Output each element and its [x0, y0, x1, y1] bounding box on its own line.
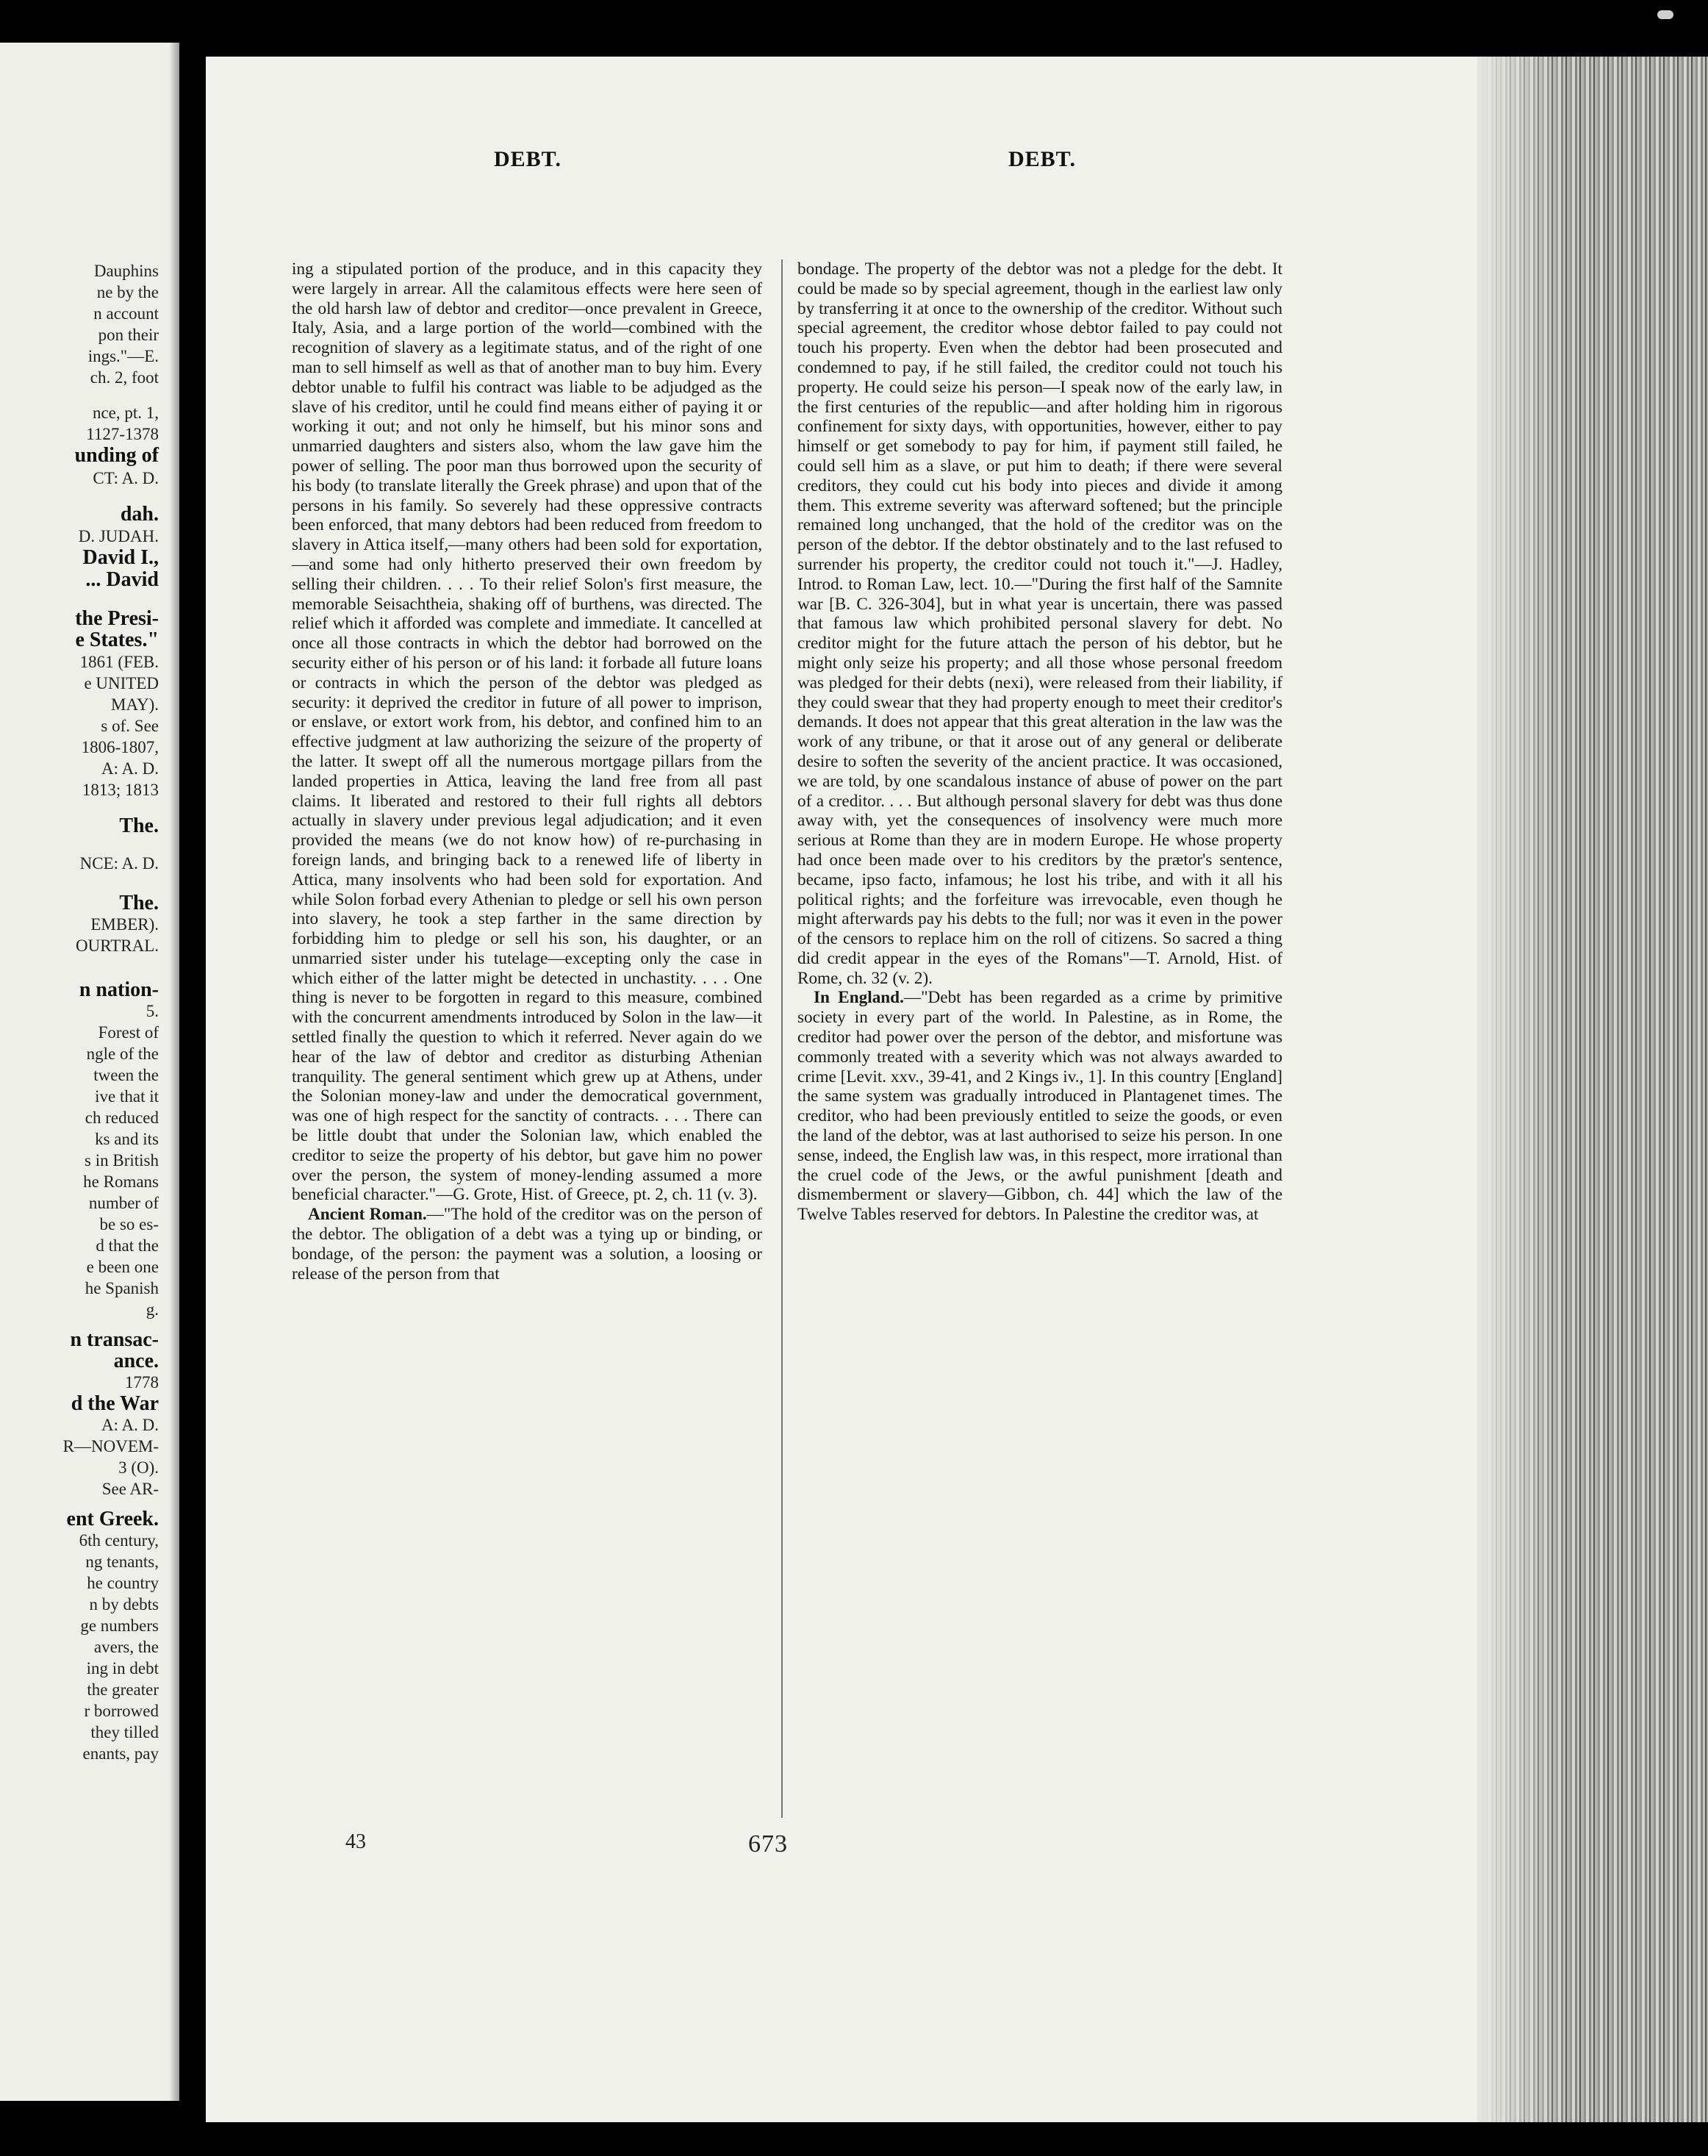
- previous-page-line: ch. 2, foot: [90, 368, 159, 387]
- previous-page-line: A: A. D.: [101, 759, 159, 778]
- previous-page-line: CT: A. D.: [93, 469, 159, 487]
- previous-page-line: David I.,: [82, 546, 159, 569]
- previous-page-line: 1127-1378: [86, 425, 159, 443]
- previous-page-line: be so es-: [99, 1215, 159, 1233]
- previous-page-line: 5.: [146, 1002, 159, 1020]
- previous-page-line: The.: [119, 892, 159, 914]
- right-column: [797, 259, 1282, 1225]
- scan-edge-fade: [1477, 57, 1565, 2122]
- previous-page-line: e been one: [86, 1258, 159, 1276]
- previous-page-line: 1806-1807,: [81, 738, 159, 756]
- gutter-shadow: [169, 43, 179, 2101]
- previous-page-line: Dauphins: [93, 262, 159, 280]
- previous-page-line: number of: [88, 1194, 159, 1212]
- previous-page-line: dah.: [120, 503, 159, 526]
- previous-page-line: he Spanish: [85, 1279, 159, 1297]
- column-divider: [781, 259, 783, 1818]
- previous-page-line: unding of: [74, 444, 159, 467]
- previous-page-line: n nation-: [79, 978, 159, 1001]
- previous-page-line: The.: [119, 814, 159, 837]
- previous-page-line: R—NOVEM-: [62, 1437, 159, 1455]
- previous-page-fragment: [0, 43, 179, 2101]
- section-paragraph: [797, 988, 1282, 1225]
- previous-page-line: ings."—E.: [87, 347, 159, 365]
- previous-page-line: ive that it: [95, 1087, 159, 1106]
- section-body: —"Debt has been regarded as a crime by primitive society in every part of the world. In Palestine, as in Rome, the creditor had power over the person of the debtor, and misfortune was commonly treated with a severity which was not always awarded to crime [Levit. xxv., 39-41, and 2 Kings iv., 1]. In this country [England] the same system was gradually introduced in Plantagenet times. The creditor, who had been previously entitled to seize the goods, or even the land of the debtor, was at last authorised to seize his person. In one sense, indeed, the English law was, in this respect, more irrational than the cruel code of the Jews, or the awful punishment [death and dismemberment or slavery—Gibbon, ch. 44] which the law of the Twelve Tables reserved for debtors. In Palestine the creditor was, at: [797, 988, 1283, 1225]
- previous-page-line: OURTRAL.: [76, 936, 159, 955]
- previous-page-line: ing in debt: [86, 1659, 159, 1677]
- section-heading: In England.: [814, 988, 904, 1008]
- previous-page-line: d the War: [71, 1392, 159, 1415]
- previous-page-line: n by debts: [89, 1595, 159, 1614]
- previous-page-line: ... David: [85, 568, 159, 591]
- previous-page-line: r borrowed: [84, 1702, 159, 1720]
- previous-page-line: See AR-: [101, 1480, 159, 1498]
- previous-page-line: 3 (O).: [118, 1458, 159, 1477]
- left-column: [292, 259, 762, 1283]
- previous-page-line: n account: [93, 304, 159, 323]
- section-paragraph: [292, 1205, 762, 1283]
- previous-page-line: n transac-: [70, 1328, 159, 1351]
- previous-page-line: D. JUDAH.: [78, 527, 159, 545]
- previous-page-line: ent Greek.: [66, 1508, 159, 1530]
- previous-page-line: ng tenants,: [85, 1552, 159, 1571]
- previous-page-line: Forest of: [98, 1023, 159, 1042]
- previous-page-line: A: A. D.: [101, 1416, 159, 1434]
- section-heading: Ancient Roman.: [308, 1205, 427, 1225]
- body-paragraph: bondage. The property of the debtor was not a pledge for the debt. It could be made so by special agreement, though in the earliest law only by transferring it at once to the ownership of the creditor. Without such special agreement, the creditor whose debtor failed to pay could not touch his property. Even when the debtor had been prosecuted and condemned to pay, if he still failed, the creditor could not touch his property. He could seize his person—I speak now of the early law, in the first centuries of the republic—and after holding him in rigorous confinement for sixty days, with opportunities, however, either to pay himself or get somebody to pay for him, if payment still failed, he could sell him as a slave, or put him to death; if there were several creditors, they could cut his body into pieces and divide it among them. This extreme severity was afterward softened; but the principle remained long unchanged, that the hold of the creditor was on the person of the debtor. If the debtor obstinately and to the last refused to surrender his property, the creditor could not touch it."—J. Hadley, Introd. to Roman Law, lect. 10.—"During the first half of the Samnite war [B. C. 326-304], but in what year is uncertain, there was passed that famous law which prohibited personal slavery for debt. No creditor might for the future attach the person of his debtor, but he might only seize his property; and all those whose personal freedom was pledged for their debts (nexi), were released from their liability, if they could swear that they had property enough to meet their creditor's demands. It does not appear that this great alteration in the law was the work of any tribune, or that it arose out of any general or deliberate desire to soften the severity of the ancient practice. It was occasioned, we are told, by one scandalous instance of abuse of power on the part of a creditor. . . . But although personal slavery for debt was thus done away with, yet the consequences of insolvency were much more serious at Rome than they are in modern Europe. He whose property had once been made over to his creditors by the prætor's sentence, became, ipso facto, infamous; he lost his tribe, and with it all his political rights; and the forfeiture was irrevocable, even though he might afterwards pay his debts to the full; nor was it even in the power of the censors to replace him on the roll of citizens. So sacred a thing did credit appear in the eyes of the Romans"—T. Arnold, Hist. of Rome, ch. 32 (v. 2).: [797, 259, 1282, 988]
- corner-mark: [1657, 10, 1673, 19]
- previous-page-line: pon their: [98, 326, 159, 344]
- previous-page-line: 1778: [125, 1373, 159, 1392]
- previous-page-line: e States.": [75, 628, 159, 651]
- section-body: —"The hold of the creditor was on the person of the debtor. The obligation of a debt was a tying up or binding, or bondage, of the person: the payment was a solution, a loosing or release of the person from that: [292, 1205, 762, 1283]
- previous-page-line: d that the: [96, 1236, 159, 1255]
- previous-page-line: EMBER).: [90, 915, 159, 934]
- previous-page-line: MAY).: [111, 695, 159, 714]
- page-number: 673: [748, 1830, 788, 1858]
- previous-page-line: ne by the: [96, 283, 159, 301]
- signature-mark: 43: [345, 1830, 366, 1853]
- previous-page-line: 1813; 1813: [82, 781, 159, 799]
- previous-page-line: ngle of the: [86, 1045, 159, 1063]
- running-head-left: DEBT.: [494, 147, 561, 171]
- previous-page-line: he Romans: [83, 1172, 159, 1191]
- previous-page-line: nce, pt. 1,: [92, 404, 159, 422]
- previous-page-line: 6th century,: [79, 1531, 159, 1550]
- previous-page-line: he country: [87, 1574, 159, 1592]
- previous-page-line: enants, pay: [82, 1744, 159, 1763]
- previous-page-line: ch reduced: [85, 1109, 159, 1127]
- previous-page-line: g.: [146, 1300, 159, 1319]
- previous-page-line: ks and its: [95, 1130, 159, 1148]
- previous-page-line: e UNITED: [84, 674, 159, 692]
- previous-page-line: s in British: [85, 1151, 159, 1170]
- previous-page-line: 1861 (FEB.: [79, 653, 159, 671]
- previous-page-line: tween the: [93, 1066, 159, 1084]
- previous-page-line: avers, the: [93, 1638, 159, 1656]
- previous-page-line: NCE: A. D.: [79, 854, 159, 873]
- body-paragraph: ing a stipulated portion of the produce, and in this capacity they were largely in arrear. All the calamitous effects were here seen of the old harsh law of debtor and creditor—once prevalent in Greece, Italy, Asia, and a large portion of the world—combined with the recognition of slavery as a legitimate status, and of the right of one man to sell himself as well as that of another man to buy him. Every debtor unable to fulfil his contract was liable to be adjudged as the slave of his creditor, until he could find means either of paying it or working it out; and not only he himself, but his minor sons and unmarried daughters and sisters also, whom the law gave him the power of selling. The poor man thus borrowed upon the security of his body (to translate literally the Greek phrase) and upon that of the persons in his family. So severely had these oppressive contracts been enforced, that many debtors had been reduced from freedom to slavery in Attica itself,—many others had been sold for exportation,—and some had only hitherto preserved their own freedom by selling their children. . . . To their relief Solon's first measure, the memorable Seisachtheia, shaking off of burthens, was directed. The relief which it afforded was complete and immediate. It cancelled at once all those contracts in which the debtor had borrowed on the security either of his person or of his land: it forbade all future loans or contracts in which the person of the debtor was pledged as security: it deprived the creditor in future of all power to imprison, or enslave, or extort work from, his debtor, and confined him to an effective judgment at law authorizing the seizure of the property of the latter. It swept off all the numerous mortgage pillars from the landed properties in Attica, leaving the land free from all past claims. It liberated and restored to their full rights all debtors actually in slavery under previous legal adjudication; and it even provided the means (we do not know how) of re-purchasing in foreign lands, and bringing back to a renewed life of liberty in Attica, many insolvents who had been sold for exportation. And while Solon forbad every Athenian to pledge or sell his own person into slavery, he took a step farther in the same direction by forbidding him to pledge or sell his son, his daughter, or an unmarried sister under his tutelage—excepting only the case in which either of the latter might be detected in unchastity. . . . One thing is never to be forgotten in regard to this measure, combined with the concurrent amendments introduced by Solon in the law—it settled finally the question to which it referred. Never again do we hear of the law of debtor and creditor as disturbing Athenian tranquility. The general sentiment which grew up at Athens, under the Solonian money-law and under the democratical government, was one of high respect for the sanctity of contracts. . . . There can be little doubt that under the Solonian law, which enabled the creditor to seize the property of his debtor, but gave him no power over the person, the system of money-lending assumed a more beneficial character."—G. Grote, Hist. of Greece, pt. 2, ch. 11 (v. 3).: [292, 259, 762, 1205]
- previous-page-line: ance.: [113, 1350, 159, 1372]
- previous-page-line: ge numbers: [80, 1616, 159, 1635]
- previous-page-line: they tilled: [90, 1723, 159, 1741]
- running-head-right: DEBT.: [1008, 147, 1076, 171]
- previous-page-line: s of. See: [101, 717, 159, 735]
- previous-page-line: the Presi-: [75, 607, 159, 630]
- previous-page-line: the greater: [87, 1680, 159, 1699]
